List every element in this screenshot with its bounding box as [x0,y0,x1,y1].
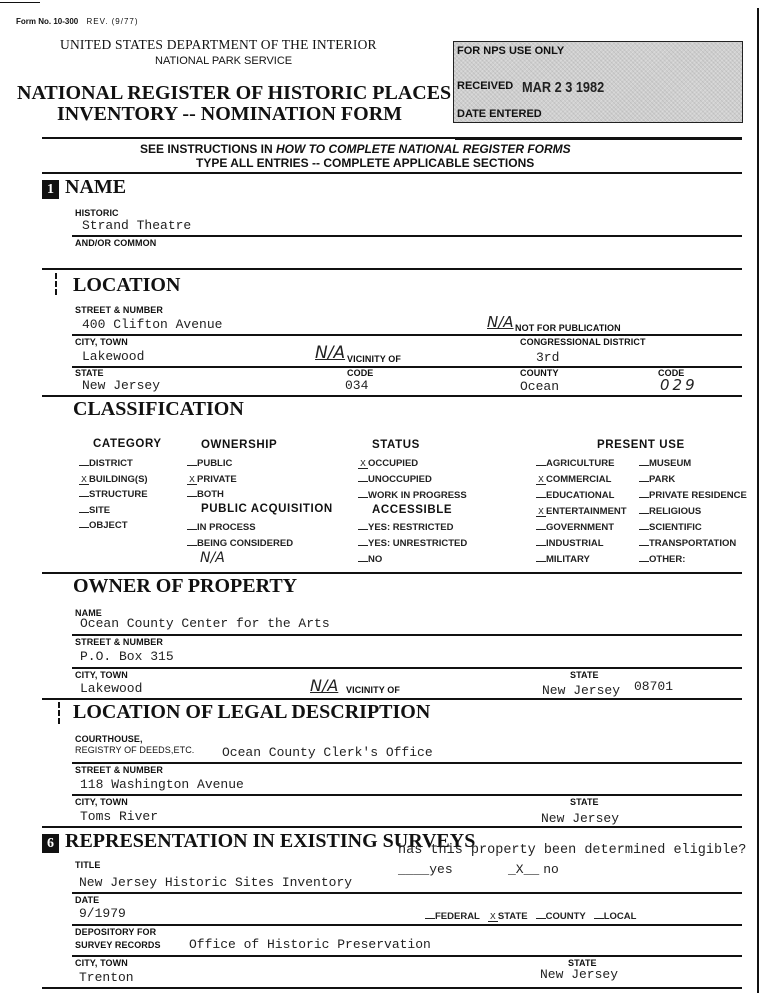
option-local[interactable] [594,911,637,922]
instructions-bottom-rule [42,172,742,174]
historic-name-field[interactable]: Strand Theatre [82,218,192,233]
option-label: OCCUPIED [368,458,419,469]
blank-mark [536,465,546,466]
instructions-title: HOW TO COMPLETE NATIONAL REGISTER FORMS [276,142,571,156]
status-heading: STATUS [372,439,420,451]
option-unoccupied[interactable] [358,474,467,490]
not-for-publication-mark: N/A [487,313,514,331]
rule [72,634,742,636]
option-religious[interactable] [639,506,747,522]
survey-date-label: DATE [75,895,100,905]
option-label: BUILDING(S) [89,473,148,485]
option-no[interactable] [358,554,467,570]
option-label: STRUCTURE [89,489,148,500]
rule [72,924,742,926]
legal-street-field[interactable]: 118 Washington Avenue [80,777,244,792]
nps-heading: FOR NPS USE ONLY [457,45,565,57]
option-label: WORK IN PROGRESS [368,490,467,501]
blank-mark [358,529,368,530]
blank-mark [358,481,368,482]
rule [72,892,742,894]
congressional-district-label: CONGRESSIONAL DISTRICT [520,337,646,347]
service-name: NATIONAL PARK SERVICE [155,55,293,67]
city-field[interactable]: Lakewood [82,349,145,364]
option-label: RELIGIOUS [649,506,702,517]
section-2-margin-mark [55,273,57,295]
blank-mark [358,545,368,546]
state-label: STATE [75,368,104,378]
category-heading: CATEGORY [93,438,162,450]
option-in-process[interactable] [187,522,293,538]
courthouse-field[interactable]: Ocean County Clerk's Office [222,745,433,760]
rule [72,794,742,796]
status-options [358,458,467,506]
legal-city-label: CITY, TOWN [75,797,128,807]
option-district[interactable] [79,458,148,474]
date-entered-label: DATE ENTERED [457,108,542,120]
option-transportation[interactable] [639,538,747,554]
blank-mark [425,918,435,919]
option-structure[interactable] [79,489,148,505]
blank-mark [639,481,649,482]
owner-state-field[interactable]: New Jersey [542,683,621,698]
received-stamp: MAR 2 3 1982 [522,79,605,96]
blank-mark [536,918,546,919]
option-label: PRIVATE [197,473,237,485]
accessible-heading: ACCESSIBLE [372,504,453,516]
option-site[interactable] [79,505,148,521]
blank-mark [536,545,546,546]
option-occupied[interactable] [358,458,467,474]
section-title: REPRESENTATION IN EXISTING SURVEYS [65,830,476,852]
rule [72,667,742,669]
present-use-column-1 [536,458,627,570]
vicinity-label: VICINITY OF [347,354,401,364]
survey-level-options [425,906,644,924]
rule [42,698,742,700]
option-educational[interactable] [536,490,627,506]
blank-mark [187,465,197,466]
blank-mark [639,513,649,514]
owner-name-field[interactable]: Ocean County Center for the Arts [80,616,330,631]
option-label: UNOCCUPIED [368,474,432,485]
owner-vicinity-label: VICINITY OF [346,685,400,695]
courthouse-label-2: REGISTRY OF DEEDS,ETC. [75,745,195,755]
blank-mark [358,497,368,498]
option-label: YES: UNRESTRICTED [368,538,468,549]
option-federal[interactable] [425,911,480,922]
option-label: LOCAL [603,911,637,922]
survey-title-field[interactable]: New Jersey Historic Sites Inventory [79,875,353,890]
option-label: STATE [497,911,528,922]
rule [42,572,742,574]
state-code-label: CODE [347,368,374,378]
instructions-line2: TYPE ALL ENTRIES -- COMPLETE APPLICABLE SECTIONS [196,156,535,170]
owner-name-label: NAME [75,608,102,618]
option-agriculture[interactable] [536,458,627,474]
blank-mark [639,497,649,498]
eligible-yes[interactable] [398,862,453,877]
option-government[interactable] [536,522,627,538]
option-building-s[interactable] [79,474,148,490]
blank-mark [358,561,368,562]
section-number-badge: 6 [42,834,59,853]
county-code-label: CODE [658,368,685,378]
depository-state-label: STATE [568,958,597,968]
instructions-line1 [140,142,571,156]
no-mark: _X__ [508,862,540,877]
present-use-column-2 [639,458,747,570]
option-label: IN PROCESS [197,522,256,533]
legal-city-field[interactable]: Toms River [80,809,159,824]
survey-date-field[interactable]: 9/1979 [79,906,126,921]
blank-mark [79,496,89,497]
category-options [79,458,148,536]
checked-mark: X [358,459,368,469]
option-public[interactable] [187,458,237,474]
section-2-top-rule [42,268,742,270]
blank-mark [79,527,89,528]
blank-mark [639,561,649,562]
owner-city-label: CITY, TOWN [75,670,128,680]
form-title-line2: INVENTORY -- NOMINATION FORM [57,103,403,125]
option-label: PRIVATE RESIDENCE [649,490,747,501]
survey-title-label: TITLE [75,860,101,870]
eligible-no[interactable] [508,862,559,877]
blank-mark [639,545,649,546]
public-acquisition-heading: PUBLIC ACQUISITION [201,503,333,515]
option-yes-unrestricted[interactable] [358,538,467,554]
section-2-title: LOCATION [73,274,181,296]
blank-mark [79,465,89,466]
option-park[interactable] [639,474,747,490]
option-label: FEDERAL [435,911,480,922]
owner-street-field[interactable]: P.O. Box 315 [80,649,174,664]
nps-use-only-box [453,41,743,123]
congressional-district-field[interactable]: 3rd [536,350,560,365]
owner-zip-field[interactable]: 08701 [634,679,674,694]
county-code-field[interactable]: 029 [660,376,698,394]
blank-mark [187,496,197,497]
common-name-label: AND/OR COMMON [75,238,157,248]
blank-mark [79,512,89,513]
present-use-heading: PRESENT USE [597,439,685,451]
rule [72,762,742,764]
form-no-text: Form No. 10-300 [16,17,79,26]
county-label: COUNTY [520,368,559,378]
depository-city-label: CITY, TOWN [75,958,128,968]
legal-street-label: STREET & NUMBER [75,765,164,775]
option-label: EDUCATIONAL [546,490,615,501]
legal-state-label: STATE [570,797,599,807]
department-name: UNITED STATES DEPARTMENT OF THE INTERIOR [60,37,377,52]
blank-mark [536,497,546,498]
checked-mark: X [488,912,498,922]
ownership-heading: OWNERSHIP [201,439,278,451]
option-scientific[interactable] [639,522,747,538]
depository-label-2: SURVEY RECORDS [75,940,161,950]
owner-street-label: STREET & NUMBER [75,637,164,647]
eligible-question: has this property been determined eligible? [398,843,747,858]
owner-city-field[interactable]: Lakewood [80,681,143,696]
historic-label: HISTORIC [75,208,119,218]
blank-mark [536,529,546,530]
county-field[interactable]: Ocean [520,379,560,394]
blank-mark [187,545,197,546]
courthouse-label-1: COURTHOUSE, [75,734,143,744]
option-label: INDUSTRIAL [546,538,604,549]
rule [72,334,742,336]
rule [72,235,742,237]
option-label: BEING CONSIDERED [197,538,294,549]
rule [42,395,742,397]
option-label: OBJECT [89,520,128,531]
street-label: STREET & NUMBER [75,305,164,315]
section-number-badge: 1 [42,180,59,199]
legal-state-field[interactable]: New Jersey [541,811,620,826]
top-edge-line [0,2,40,3]
option-label: MUSEUM [649,458,692,469]
blank-mark [187,529,197,530]
section-5-margin-mark [58,702,60,724]
section-4-title: OWNER OF PROPERTY [73,575,298,597]
rule [72,955,742,957]
accessible-options [358,522,467,570]
rule [42,826,742,828]
blank-mark [639,465,649,466]
blank-mark [536,561,546,562]
option-label: COUNTY [545,911,586,922]
option-label: OTHER: [649,554,686,565]
option-museum[interactable] [639,458,747,474]
option-label: COMMERCIAL [546,474,612,485]
state-field[interactable]: New Jersey [82,378,161,393]
option-label: SITE [89,504,111,516]
depository-city-field[interactable]: Trenton [79,970,134,985]
owner-vicinity-mark: N/A [310,676,339,695]
form-number [16,17,139,26]
blank-mark [639,529,649,530]
option-label: YES: RESTRICTED [368,522,454,533]
option-industrial[interactable] [536,538,627,554]
form-rev-text: REV. (9/77) [86,17,139,26]
depository-field[interactable]: Office of Historic Preservation [189,937,431,952]
checked-mark: X [536,475,546,485]
option-label: PARK [649,474,676,485]
vicinity-mark: N/A [315,343,346,363]
option-label: ENTERTAINMENT [546,506,627,517]
city-label: CITY, TOWN [75,337,128,347]
option-private[interactable] [187,474,237,490]
option-object[interactable] [79,520,148,536]
blank-mark [594,918,604,919]
right-border-line [757,8,759,993]
rule [42,987,742,989]
option-other[interactable] [639,554,747,570]
option-county[interactable] [536,911,586,922]
section-5-title: LOCATION OF LEGAL DESCRIPTION [73,701,431,723]
option-label: PUBLIC [197,458,233,469]
option-yes-restricted[interactable] [358,522,467,538]
option-label: BOTH [197,489,224,500]
option-state[interactable] [488,911,528,922]
ownership-options [187,458,237,505]
received-label: RECEIVED [457,80,514,92]
yes-label: yes [429,862,453,877]
section-3-title: CLASSIFICATION [73,398,244,420]
option-label: DISTRICT [89,458,133,469]
state-code-field[interactable]: 034 [345,378,369,393]
depository-label-1: DEPOSITORY FOR [75,927,157,937]
street-field[interactable]: 400 Clifton Avenue [82,317,223,332]
instructions-prefix: SEE INSTRUCTIONS IN [140,142,277,156]
option-label: GOVERNMENT [546,522,615,533]
public-acquisition-note: N/A [200,550,225,566]
form-title-line1: NATIONAL REGISTER OF HISTORIC PLACES [17,82,452,104]
option-label: TRANSPORTATION [649,538,737,549]
option-military[interactable] [536,554,627,570]
owner-state-label: STATE [570,670,599,680]
checked-mark: X [79,475,89,485]
option-commercial[interactable] [536,474,627,490]
option-label: SCIENTIFIC [649,522,702,533]
option-label: NO [368,554,383,565]
checked-mark: X [536,507,546,517]
checked-mark: X [187,475,197,485]
no-label: no [543,862,559,877]
section-title: NAME [65,176,127,198]
option-entertainment[interactable] [536,506,627,522]
option-label: MILITARY [546,554,590,565]
section-1-header [42,176,126,199]
not-for-publication-label: NOT FOR PUBLICATION [515,323,621,333]
yes-blank: ____ [398,862,430,877]
instructions-top-rule [42,137,742,139]
depository-state-field[interactable]: New Jersey [540,967,619,982]
rule [72,366,742,368]
option-private-residence[interactable] [639,490,747,506]
option-label: AGRICULTURE [546,458,615,469]
